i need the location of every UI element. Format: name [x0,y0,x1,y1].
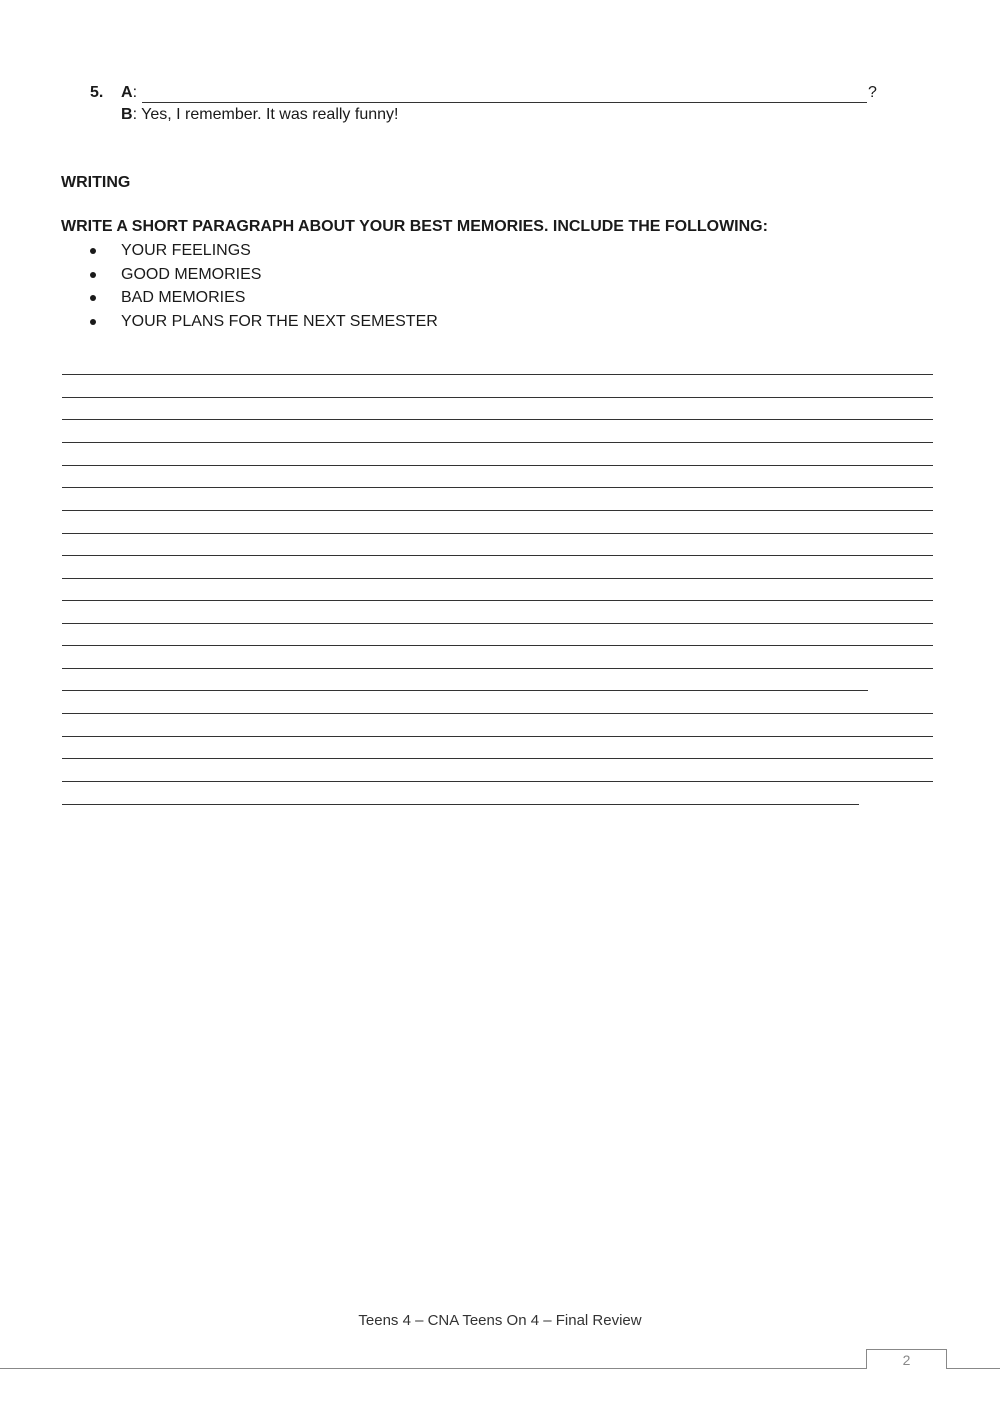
writing-line[interactable] [62,442,933,443]
writing-line[interactable] [62,668,933,669]
speaker-a: A [121,84,133,101]
bullet-icon [90,295,96,301]
writing-line[interactable] [62,736,933,737]
writing-line[interactable] [62,623,933,624]
writing-line[interactable] [62,419,933,420]
bullet-icon [90,248,96,254]
writing-instruction: WRITE A SHORT PARAGRAPH ABOUT YOUR BEST MEMORIES. INCLUDE THE FOLLOWING: [61,218,768,235]
writing-line[interactable] [62,645,933,646]
footer-text: Teens 4 – CNA Teens On 4 – Final Review [358,1312,642,1329]
speaker-a-colon: : [132,84,138,101]
writing-line[interactable] [62,397,933,398]
writing-line[interactable] [62,465,933,466]
list-item [90,288,438,312]
writing-line[interactable] [62,804,859,805]
bullet-list [90,241,438,335]
page-number: 2 [866,1349,947,1369]
writing-line[interactable] [62,690,868,691]
writing-line[interactable] [62,713,933,714]
bullet-icon [90,319,96,325]
list-item [90,241,438,265]
speaker-b-text: : Yes, I remember. It was really funny! [132,106,399,123]
writing-line[interactable] [62,374,933,375]
footer-divider [0,1368,866,1369]
writing-line[interactable] [62,781,933,782]
list-item [90,312,438,336]
footer-divider [946,1368,1000,1369]
bullet-icon [90,272,96,278]
section-title: WRITING [61,174,131,191]
writing-line[interactable] [62,758,933,759]
writing-line[interactable] [62,600,933,601]
speaker-a-label [121,84,137,102]
bullet-text: YOUR PLANS FOR THE NEXT SEMESTER [121,312,438,330]
writing-line[interactable] [62,578,933,579]
bullet-text: BAD MEMORIES [121,289,246,306]
bullet-text: GOOD MEMORIES [121,265,262,283]
answer-blank-line[interactable] [142,102,867,103]
writing-line[interactable] [62,510,933,511]
bullet-text: YOUR FEELINGS [121,242,251,259]
writing-line[interactable] [62,533,933,534]
speaker-b: B [121,106,133,123]
writing-line[interactable] [62,487,933,488]
question-number: 5. [90,84,104,101]
question-mark: ? [868,84,877,101]
speaker-b-line [121,106,398,124]
writing-line[interactable] [62,555,933,556]
list-item [90,265,438,289]
